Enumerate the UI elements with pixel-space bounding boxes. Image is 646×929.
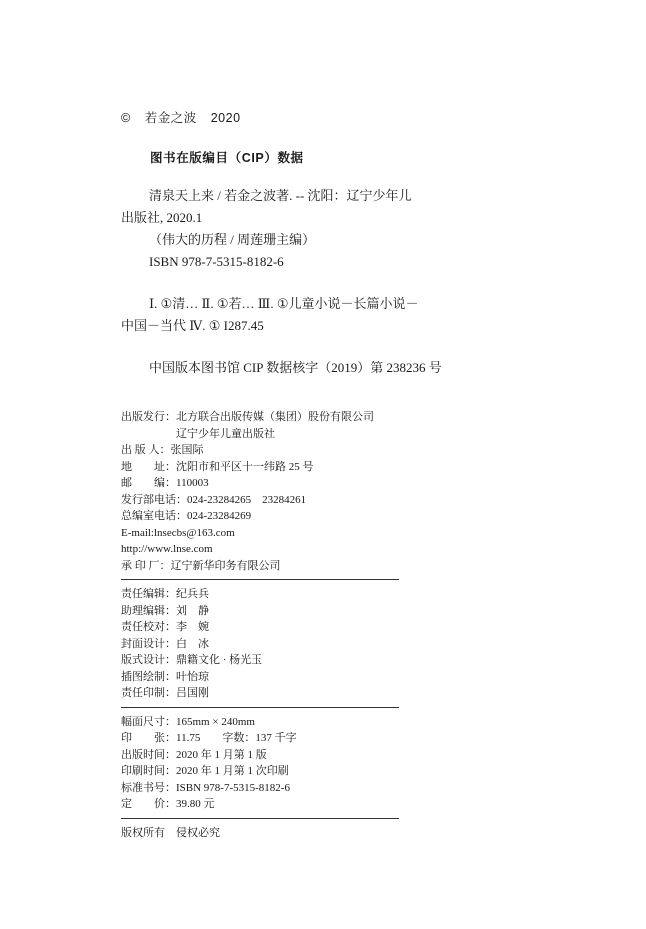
staff-label: 插图绘制： [121,670,176,683]
postal-row [121,475,421,492]
editor-phone-value: 024-23284269 [187,510,252,522]
cip-series-line: （伟大的历程 / 周莲珊主编） [149,232,316,247]
staff-label: 责任校对： [121,621,176,633]
staff-value: 刘 静 [176,604,209,617]
pubtime-row [121,747,421,764]
copyright-line [121,108,241,126]
staff-value: 李 婉 [176,621,209,633]
staff-value: 吕国刚 [176,687,209,699]
staff-label: 责任编辑： [121,588,176,600]
divider-2 [121,707,399,708]
publication-info-block [121,409,421,841]
staff-label: 责任印制： [121,687,176,699]
address-value: 沈阳市和平区十一纬路 25 号 [176,460,314,473]
staff-value: 纪兵兵 [176,588,209,600]
sheets-row [121,730,421,747]
words-value: 137 千字 [255,732,297,744]
rights-text: 版权所有 侵权必究 [121,826,220,839]
cip-core-number-line: 中国版本图书馆 CIP 数据核字（2019）第 238236 号 [149,360,442,375]
sheets-value: 11.75 [176,732,201,744]
website-row [121,541,421,558]
copyright-year: 2020 [210,111,241,125]
staff-label: 助理编辑： [121,604,176,617]
email-row [121,525,421,542]
words-label: 字数： [222,732,256,744]
publisher-person-row [121,442,421,459]
staff-row [121,669,421,686]
cip-isbn-line: ISBN 978-7-5315-8182-6 [149,254,284,269]
divider-3 [121,818,399,819]
staff-label: 版式设计： [121,654,176,666]
staff-label: 封面设计： [121,637,176,650]
sales-phone-label: 发行部电话： [121,493,187,506]
staff-row [121,685,421,702]
publisher-person-value: 张国际 [170,444,204,456]
printtime-label: 印刷时间： [121,765,176,777]
publisher-value-2: 辽宁少年儿童出版社 [176,427,275,440]
address-row [121,459,421,476]
printtime-row [121,763,421,780]
cip-heading: 图书在版编目（CIP）数据 [150,151,304,165]
cip-data-block [121,185,481,379]
rights-row [121,825,421,842]
cip-classification-line-1: Ⅰ. ①清… Ⅱ. ①若… Ⅲ. ①儿童小说－长篇小说－ [149,296,419,311]
publisher-row-2 [121,426,421,443]
publisher-person-label: 出 版 人： [121,444,171,456]
publisher-label: 出版发行： [121,411,176,423]
cip-publisher-line: 出版社, 2020.1 [121,210,203,225]
printer-row [121,558,421,575]
printer-value: 辽宁新华印务有限公司 [170,559,281,572]
printtime-value: 2020 年 1 月第 1 次印刷 [176,765,289,777]
staff-row [121,652,421,669]
sheets-label: 印 张： [121,732,176,744]
pubtime-label: 出版时间： [121,748,176,761]
editor-phone-row [121,508,421,525]
isbn-value: ISBN 978-7-5315-8182-6 [176,781,290,794]
editor-phone-label: 总编室电话： [121,510,187,522]
price-label: 定 价： [121,798,176,810]
staff-row [121,636,421,653]
website-value: http://www.lnse.com [121,543,213,555]
staff-row [121,586,421,603]
staff-value: 叶怡琼 [176,670,209,683]
pubtime-value: 2020 年 1 月第 1 版 [176,748,267,761]
sales-phone-row [121,492,421,509]
size-label: 幅面尺寸： [121,715,176,728]
postal-value: 110003 [176,477,209,489]
price-value: 39.80 元 [176,798,215,810]
cip-title-line: 清泉天上来 / 若金之波著. -- 沈阳：辽宁少年儿 [149,188,412,203]
isbn-row [121,780,421,797]
staff-value: 鼎籍文化 · 杨光玉 [176,654,263,666]
publisher-value: 北方联合出版传媒（集团）股份有限公司 [176,411,374,423]
email-value: E-mail:lnsecbs@163.com [121,526,235,539]
address-label: 地 址： [121,460,176,473]
copyright-author: 若金之波 [144,111,197,125]
sales-phone-value: 024-23284265 23284261 [187,493,307,506]
postal-label: 邮 编： [121,477,176,489]
staff-value: 白 冰 [176,637,209,650]
divider-1 [121,579,399,580]
staff-row [121,603,421,620]
cip-classification-line-2: 中国－当代 Ⅳ. ① I287.45 [121,318,264,333]
isbn-label: 标准书号： [121,781,176,794]
copyright-symbol: © [121,111,131,125]
printer-label: 承 印 厂： [121,559,171,572]
size-value: 165mm × 240mm [176,715,255,728]
publisher-row [121,409,421,426]
staff-row [121,619,421,636]
price-row [121,796,421,813]
size-row [121,714,421,731]
